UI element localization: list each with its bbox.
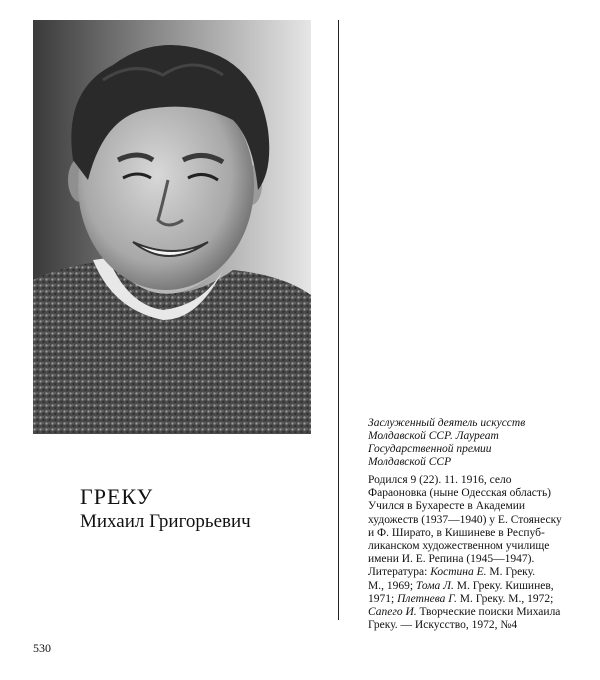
bio-line — [368, 606, 583, 619]
bio-author: Сапего И. — [368, 606, 417, 619]
bio-line — [368, 580, 583, 593]
bio-author: Тома Л. — [415, 579, 454, 592]
bio-line: Родился 9 (22). 11. 1916, село — [368, 474, 512, 486]
bio-text: Литература: — [368, 566, 431, 579]
column-divider — [338, 20, 339, 620]
artist-surname: ГРЕКУ — [80, 484, 154, 509]
bio-line: Греку. — Искусство, 1972, №4 — [368, 619, 518, 632]
honorary-titles — [368, 417, 583, 469]
bio-text: 1971; — [368, 592, 398, 605]
bio-author: Плетнева Г. — [397, 592, 457, 605]
bio-line: Учился в Бухаресте в Академии — [368, 500, 526, 513]
bio-line: Фараоновка (ныне Одесская область) — [368, 487, 552, 500]
bio-line: ликанском художественном училище — [368, 540, 550, 553]
bio-text: М. Греку. — [486, 566, 536, 579]
bio-author: Костина Е. — [430, 566, 487, 579]
bio-text: М. Греку. М., 1972; — [456, 592, 554, 605]
bio-text: М. Греку. Кишинев, — [453, 579, 554, 592]
title-line: Государственной премии — [368, 443, 492, 455]
portrait-illustration — [33, 20, 311, 434]
bio-line — [368, 593, 583, 606]
title-line: Молдавской ССР — [368, 456, 452, 468]
name-block — [80, 484, 251, 534]
page-number: 530 — [33, 641, 51, 655]
bio-line — [368, 566, 583, 579]
bio-text: Творческие поиски Михаила — [416, 606, 561, 619]
bio-line: и Ф. Ширато, в Кишиневе в Респуб- — [368, 526, 545, 539]
biography — [368, 474, 583, 632]
bio-line: имени И. Е. Репина (1945—1947). — [368, 553, 535, 566]
title-line: Заслуженный деятель искусств — [368, 417, 526, 429]
title-line: Молдавской ССР. Лауреат — [368, 430, 499, 442]
artist-full-name: Михаил Григорьевич — [80, 511, 251, 532]
portrait-photo — [33, 20, 311, 434]
bio-text: М., 1969; — [368, 579, 416, 592]
bio-line: художеств (1937—1940) у Е. Стоянеску — [368, 513, 562, 526]
